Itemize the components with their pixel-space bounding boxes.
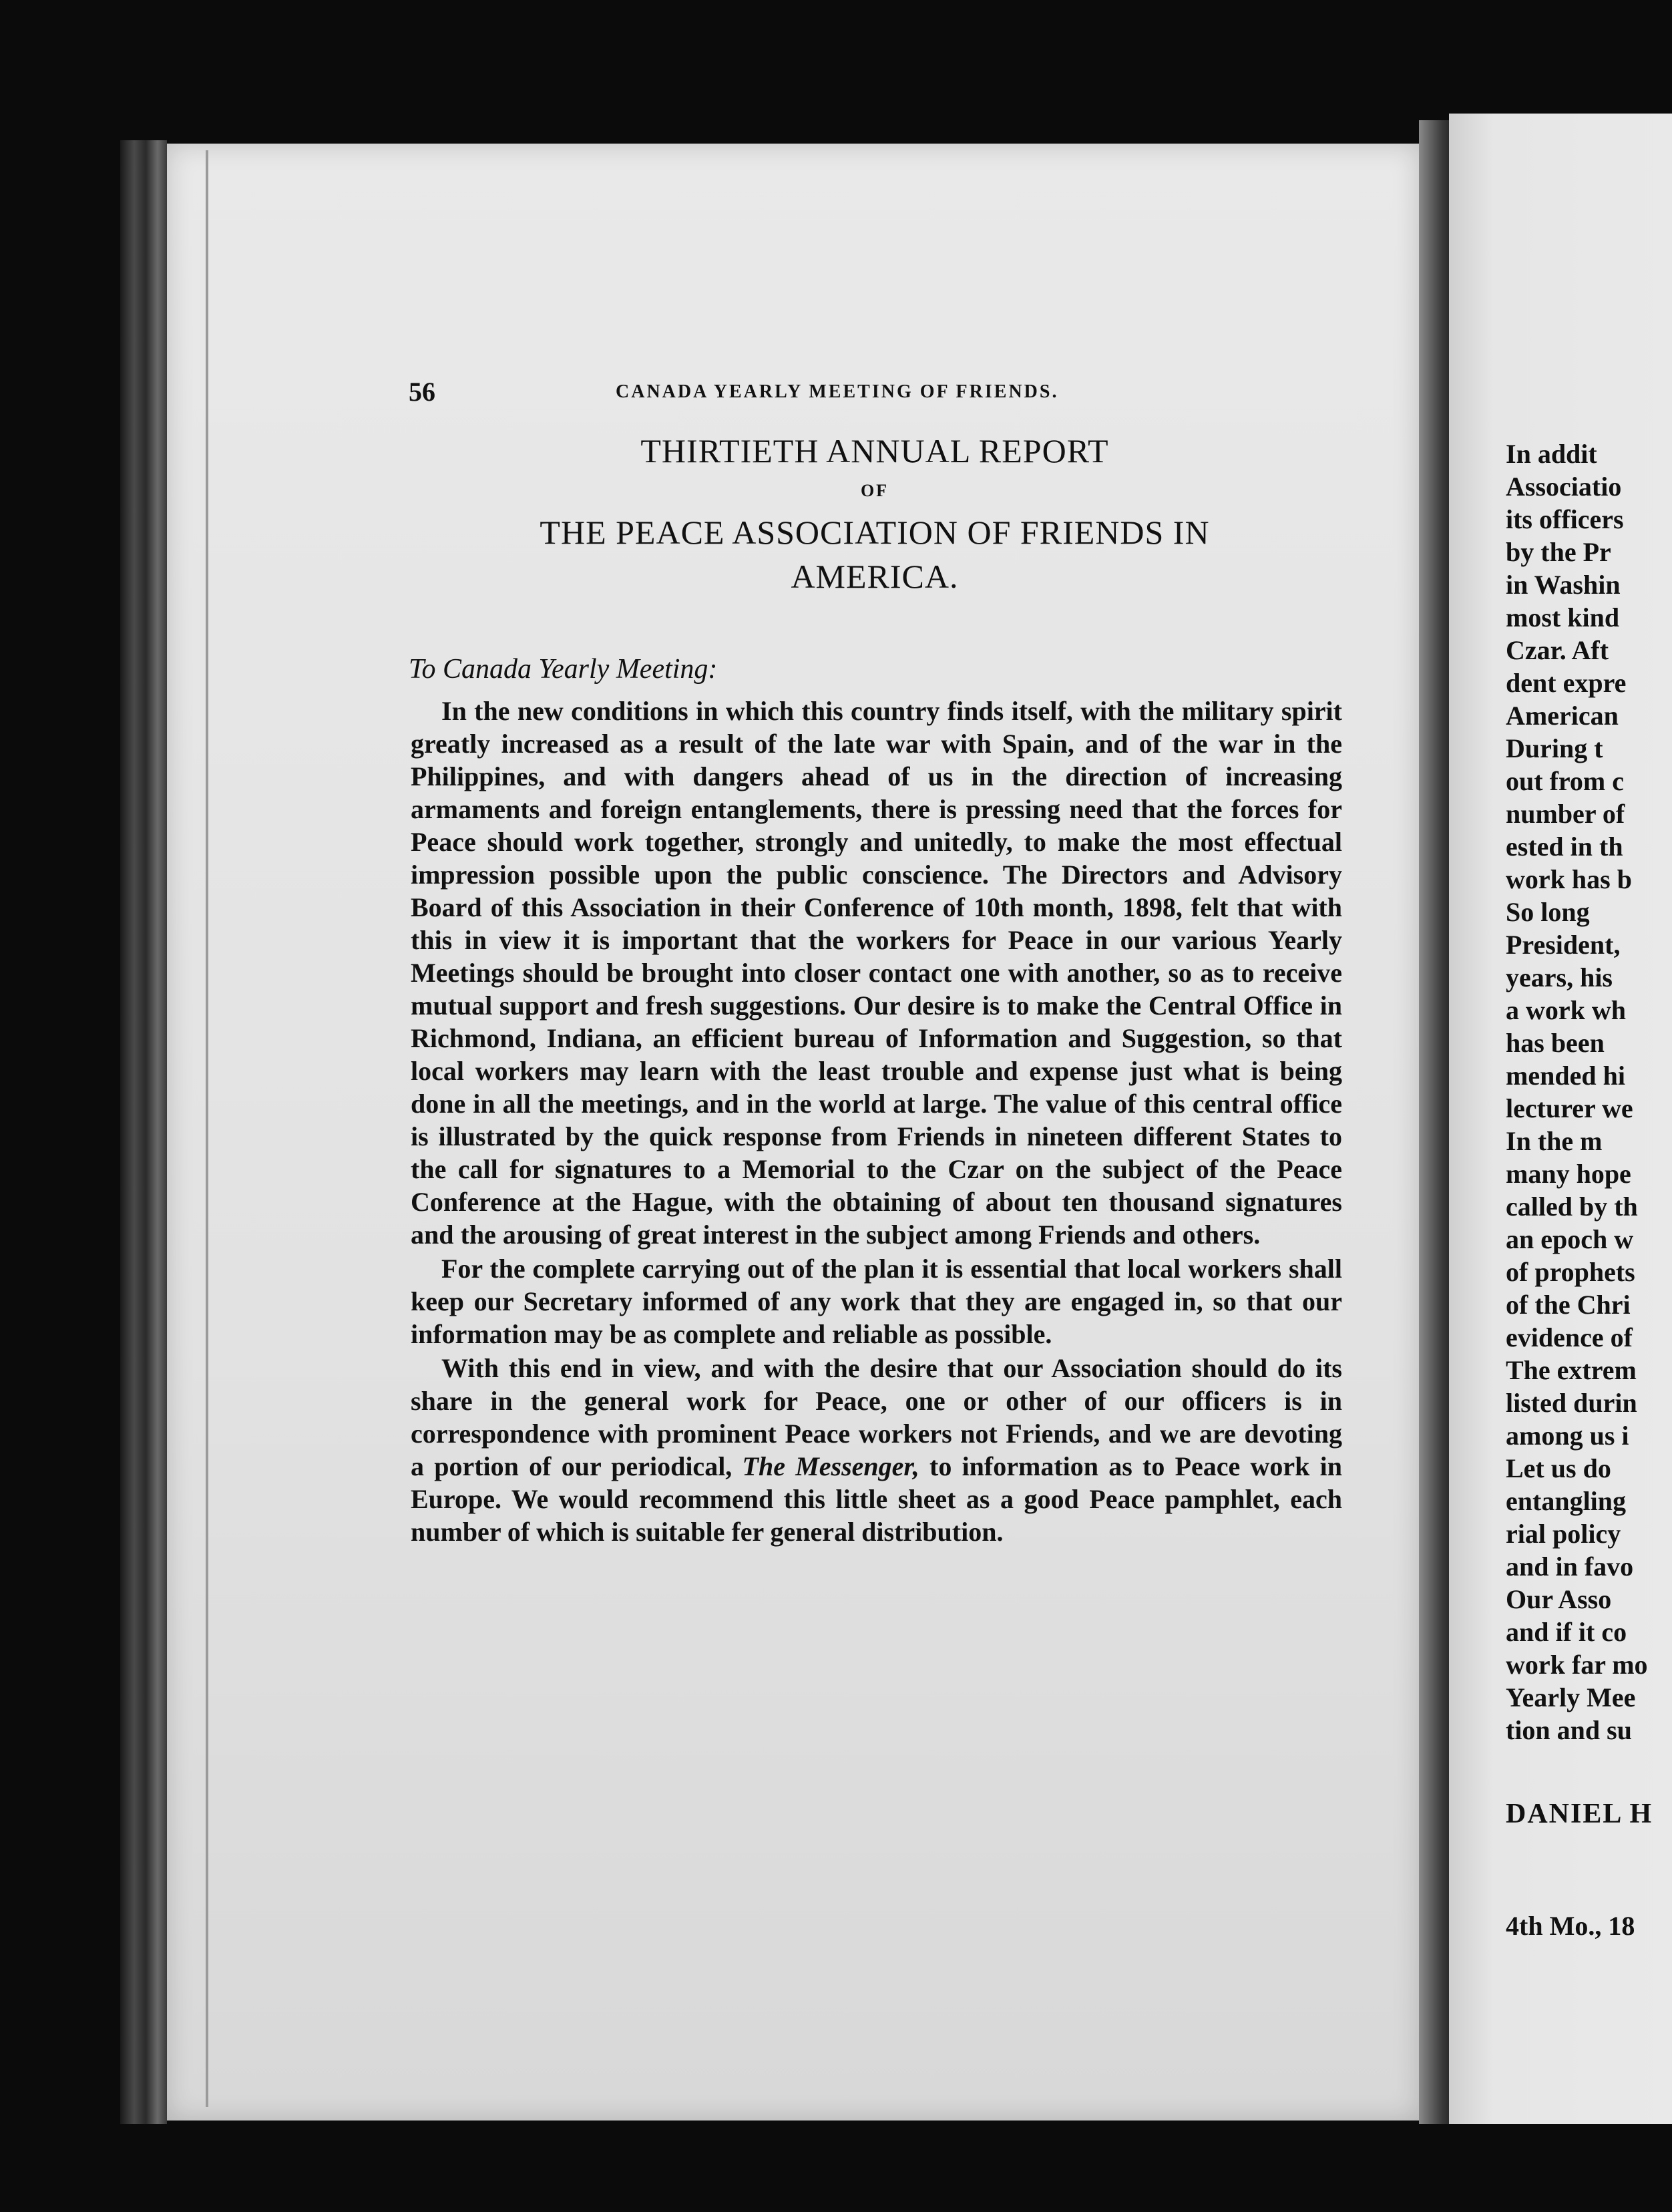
running-title: CANADA YEARLY MEETING OF FRIENDS.	[616, 381, 1059, 402]
right-page-line: among us i	[1506, 1421, 1629, 1451]
right-page-line: and in favo	[1506, 1551, 1634, 1582]
right-page-line: American	[1506, 701, 1619, 731]
right-page-line: The extrem	[1506, 1355, 1637, 1385]
paragraph-1: In the new conditions in which this country finds itself, with the military spirit greatly increased as a result of the late war with Spain, and of the war in the Philippines, and with dangers ahead of us in the direction of increasing armaments and foreign entanglements, there is pressing need that the forces for Peace should work together, strongly and unitedly, to make the most effectual impression possible upon the public conscience. The Directors and Advisory Board of this Association in their Conference of 10th month, 1898, felt that with this in view it is important that the workers for Peace in our various Yearly Meetings should be brought into closer contact one with another, so as to receive mutual support and fresh suggestions. Our desire is to make the Central Office in Richmond, Indiana, an efficient bureau of Information and Suggestion, so that local workers may learn with the least trouble and expense just what is being done in all the meetings, and in the world at large. The value of this central office is illustrated by the quick response from Friends in nineteen different States to the call for signatures to a Memorial to the Czar on the subject of the Peace Conference at the Hague, with the obtaining of about ten thousand signatures and the arousing of great interest in the subject among Friends and others.	[411, 696, 1342, 1250]
book-edge	[120, 140, 167, 2124]
association-name-line2: AMERICA.	[791, 558, 959, 595]
right-page-line: So long	[1506, 897, 1590, 927]
right-page-line: ested in th	[1506, 832, 1623, 862]
report-title: THIRTIETH ANNUAL REPORT	[640, 432, 1109, 470]
right-page-line: lecturer we	[1506, 1093, 1633, 1123]
right-page-line: number of	[1506, 799, 1625, 829]
right-page-line: evidence of	[1506, 1322, 1633, 1352]
right-page-line: most kind	[1506, 602, 1620, 632]
right-page-line: has been	[1506, 1028, 1605, 1058]
report-body	[411, 695, 1342, 1548]
right-page-line: listed durin	[1506, 1388, 1637, 1418]
right-page-line: called by th	[1506, 1191, 1638, 1222]
right-page-line: of the Chri	[1506, 1290, 1631, 1320]
right-page-line: rial policy	[1506, 1519, 1621, 1549]
right-page-line: an epoch w	[1506, 1224, 1634, 1254]
right-page-line: work has b	[1506, 864, 1632, 894]
right-page-line: of prophets	[1506, 1257, 1635, 1287]
right-page-line: work far mo	[1506, 1650, 1648, 1680]
right-page-line: dent expre	[1506, 668, 1627, 698]
right-page-line: Yearly Mee	[1506, 1682, 1636, 1712]
right-page-line: entangling	[1506, 1486, 1627, 1516]
right-page-line: in Washin	[1506, 570, 1621, 600]
paragraph-3-start: With this end in view, and with the desire that our Association should do its share in the general work for Peace, one or other of our officers is in correspondence with prominent Peace workers not Friends, and we are devoting a portion of our periodical,	[411, 1353, 1342, 1481]
right-page-line: a work wh	[1506, 995, 1627, 1025]
right-page-date: 4th Mo., 18	[1506, 1911, 1635, 1941]
right-page-line: many hope	[1506, 1159, 1631, 1189]
right-page-line: During t	[1506, 733, 1603, 763]
running-head	[409, 376, 1343, 409]
paragraph-2: For the complete carrying out of the plan it is essential that local workers shall keep our Secretary informed of any work that they are engaged in, so that our information may be as complete and reliable as possible.	[411, 1254, 1342, 1349]
periodical-title: The Messenger,	[742, 1451, 919, 1481]
paragraph-3-end: to information as to Peace work in Europe. We would recommend this little sheet as a good Peace pamphlet, each number of which is suitable fer general distribution.	[411, 1451, 1342, 1547]
report-heading	[401, 427, 1349, 598]
right-page-line: Czar. Aft	[1506, 635, 1609, 665]
right-page-line: out from c	[1506, 766, 1624, 796]
right-page-text	[1506, 437, 1672, 1746]
right-page-line: Let us do	[1506, 1453, 1611, 1483]
salutation: To Canada Yearly Meeting:	[409, 654, 718, 685]
right-page-line: years, his	[1506, 962, 1613, 992]
right-page-line: tion and su	[1506, 1715, 1632, 1745]
right-page-line: In addit	[1506, 439, 1597, 469]
report-title-of: OF	[860, 481, 889, 500]
right-page-line: by the Pr	[1506, 537, 1611, 567]
right-page-line: In the m	[1506, 1126, 1603, 1156]
page-margin-rule	[206, 150, 208, 2107]
right-page-line: President,	[1506, 930, 1621, 960]
right-page-line: its officers	[1506, 504, 1624, 534]
right-page-signature: DANIEL H	[1506, 1799, 1653, 1829]
association-name-line1: THE PEACE ASSOCIATION OF FRIENDS IN	[540, 514, 1210, 551]
right-page-line: Our Asso	[1506, 1584, 1612, 1614]
right-page-line: and if it co	[1506, 1617, 1627, 1647]
right-page-line: Associatio	[1506, 472, 1622, 502]
paragraph-3	[411, 1352, 1342, 1548]
right-page-line: mended hi	[1506, 1061, 1625, 1091]
page-number: 56	[409, 377, 435, 407]
